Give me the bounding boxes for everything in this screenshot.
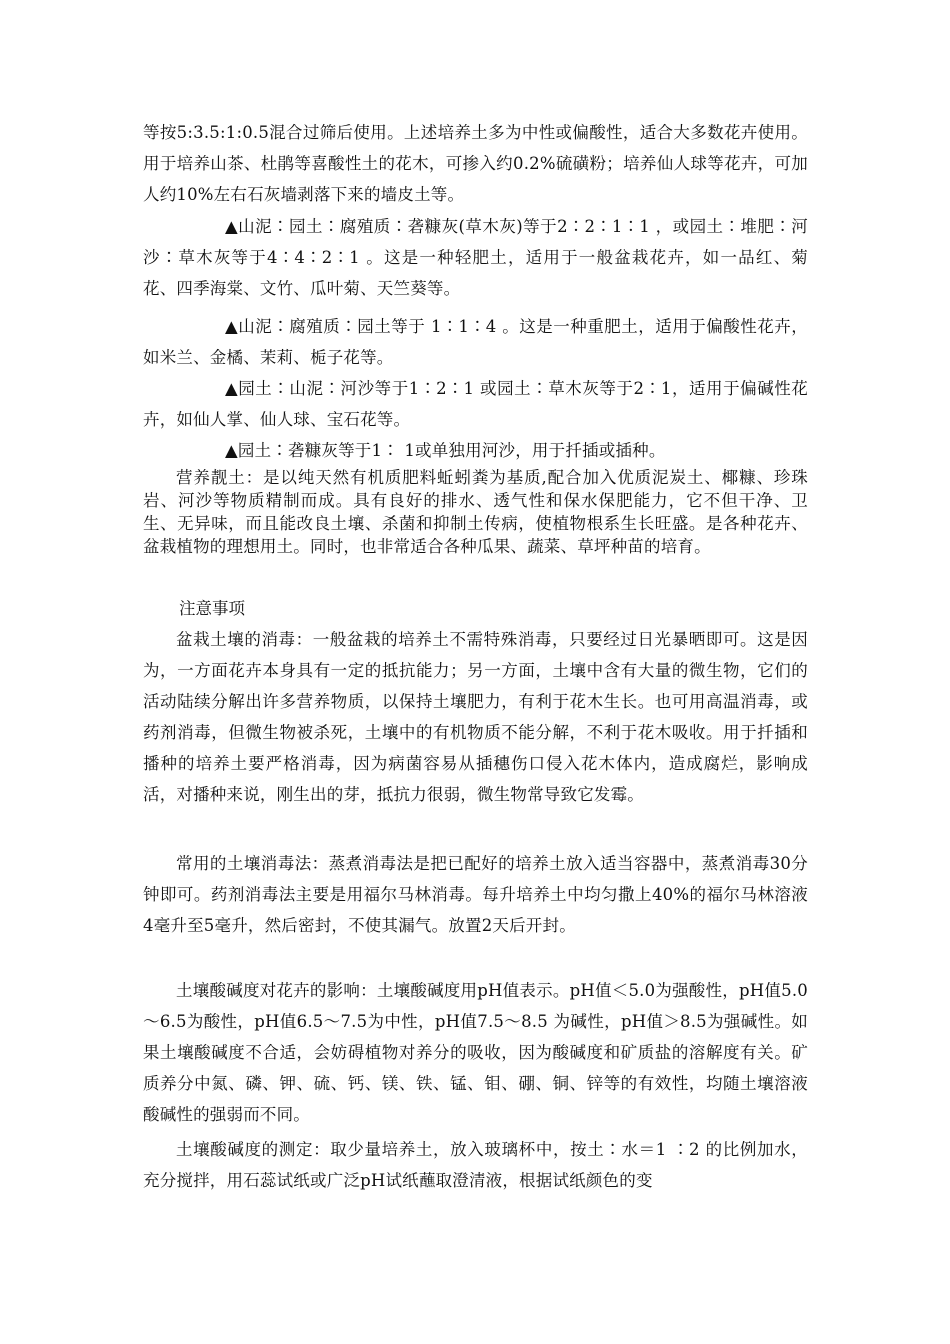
paragraph-soil-ph-effect: 土壤酸碱度对花卉的影响：土壤酸碱度用pH值表示。pH值＜5.0为强酸性，pH值5.0～6.5为酸性，pH值6.5～7.5为中性，pH值7.5～8.5 为碱性，pH值＞8.5为强碱性。如果土壤酸碱度不合适，会妨碍植物对养分的吸收，因为酸碱度和矿质盐的溶解度有关。矿质养分中氮、磷、钾、硫、钙、镁、铁、锰、钼、硼、铜、锌等的有效性，均随土壤溶液酸碱性的强弱而不同。	[143, 981, 808, 1124]
paragraph-soil-mix-ratio: 等按5:3.5:1:0.5混合过筛后使用。上述培养土多为中性或偏酸性，适合大多数花卉使用。用于培养山茶、杜鹃等喜酸性土的花木，可掺入约0.2%硫磺粉；培养仙人球等花卉，可加人约10%左右石灰墙剥落下来的墙皮土等。	[143, 123, 808, 204]
paragraph-light-fertile-soil: ▲山泥∶园土∶腐殖质∶砻糠灰(草木灰)等于2∶2∶1∶1 ，或园土∶堆肥∶河沙∶草木灰等于4∶4∶2∶1 。这是一种轻肥土，适用于一般盆栽花卉，如一品红、菊花、四季海棠、文竹、瓜叶菊、天竺葵等。	[143, 217, 808, 298]
paragraph-disinfection-methods: 常用的土壤消毒法：蒸煮消毒法是把已配好的培养土放入适当容器中，蒸煮消毒30分钟即可。药剂消毒法主要是用福尔马林消毒。每升培养土中均匀撒上40%的福尔马林溶液4毫升至5毫升，然后密封，不使其漏气。放置2天后开封。	[143, 854, 808, 935]
paragraph-heavy-fertile-soil: ▲山泥∶腐殖质∶园土等于 1∶1∶4 。这是一种重肥土，适用于偏酸性花卉，如米兰、金橘、茉莉、栀子花等。	[143, 317, 808, 367]
paragraph-alkaline-soil: ▲园土∶山泥∶河沙等于1∶2∶1 或园土∶草木灰等于2∶1，适用于偏碱性花卉，如仙人掌、仙人球、宝石花等。	[143, 379, 808, 429]
paragraph-cutting-soil: ▲园土∶砻糠灰等于1∶ 1或单独用河沙，用于扦插或插种。	[225, 441, 666, 460]
paragraph-nutrient-soil: 营养靓土：是以纯天然有机质肥料蚯蚓粪为基质,配合加入优质泥炭土、椰糠、珍珠岩、河沙等物质精制而成。具有良好的排水、透气性和保水保肥能力，它不但干净、卫生、无异味，而且能改良土壤、杀菌和抑制土传病，使植物根系生长旺盛。是各种花卉、盆栽植物的理想用土。同时，也非常适合各种瓜果、蔬菜、草坪种苗的培育。	[143, 468, 808, 556]
paragraph-soil-disinfection: 盆栽土壤的消毒：一般盆栽的培养土不需特殊消毒，只要经过日光暴晒即可。这是因为，一方面花卉本身具有一定的抵抗能力；另一方面，土壤中含有大量的微生物，它们的活动陆续分解出许多营养物质，以保持土壤肥力，有利于花木生长。也可用高温消毒，或药剂消毒，但微生物被杀死，土壤中的有机物质不能分解，不利于花木吸收。用于扦插和播种的培养土要严格消毒，因为病菌容易从插穗伤口侵入花木体内，造成腐烂，影响成活，对播种来说，刚生出的芽，抵抗力很弱，微生物常导致它发霉。	[143, 630, 808, 804]
section-heading-precautions: 注意事项	[179, 599, 245, 618]
paragraph-soil-ph-measurement: 土壤酸碱度的测定：取少量培养土，放入玻璃杯中，按土∶水＝1 ∶2 的比例加水，充分搅拌，用石蕊试纸或广泛pH试纸蘸取澄清液，根据试纸颜色的变	[143, 1140, 808, 1190]
